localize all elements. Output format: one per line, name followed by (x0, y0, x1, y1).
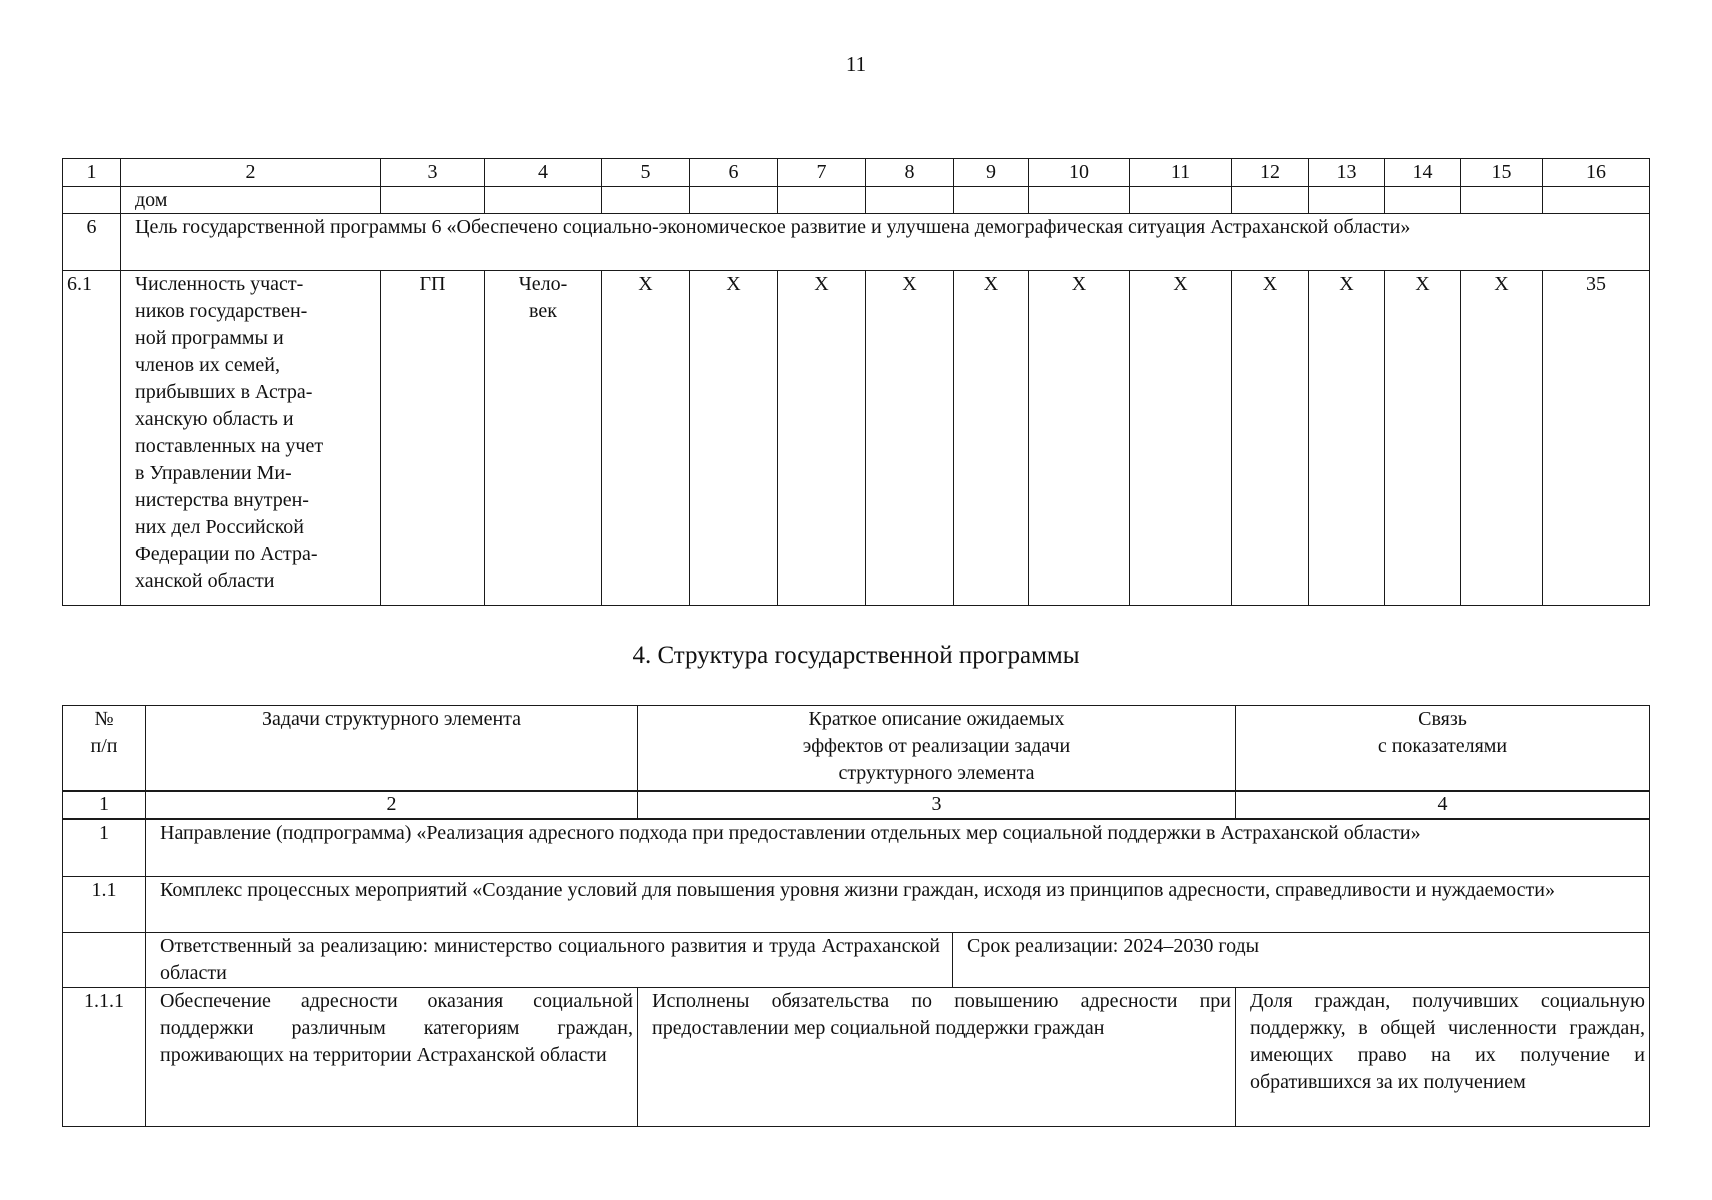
header-cell: 8 (866, 159, 954, 187)
indicator-value: X (778, 271, 866, 606)
indicator-value: X (1232, 271, 1309, 606)
goal-text: Цель государственной программы 6 «Обеспечено социально-экономическое развитие и улучшена демографическая ситуация Астраханской области» (121, 214, 1650, 271)
header-cell: 7 (778, 159, 866, 187)
indicator-name-line: в Управлении Ми- (135, 462, 292, 484)
responsible-row (63, 933, 1650, 988)
indicator-value: X (1385, 271, 1461, 606)
indicator-name-line: нистерства внутрен- (135, 489, 309, 511)
page-number: 11 (845, 52, 867, 76)
indicator-number: 6.1 (63, 271, 121, 606)
indicator-link-text: Доля граждан, получивших социальную поддержку, в общей численности граждан, имеющих право на их получение и обратившихся за их получением (1236, 988, 1650, 1127)
indicator-last-value: 35 (1543, 271, 1650, 606)
header-cell: 6 (690, 159, 778, 187)
column-number-row (63, 791, 1650, 819)
indicator-name-line: ханской области (135, 570, 275, 592)
responsible-text: Ответственный за реализацию: министерство социального развития и труда Астраханской области (160, 933, 953, 987)
indicator-value: X (1461, 271, 1543, 606)
indicator-name-line: ников государствен- (135, 300, 308, 322)
indicator-value: X (602, 271, 690, 606)
structure-table (62, 705, 1650, 1127)
goal-row (63, 214, 1650, 271)
continuation-row (63, 187, 1650, 214)
header-link: Связь с показателями (1236, 706, 1650, 792)
column-number: 3 (638, 791, 1236, 819)
header-cell: 5 (602, 159, 690, 187)
complex-row (63, 877, 1650, 933)
indicator-name-line: Федерации по Астра- (135, 543, 318, 565)
header-effects: Краткое описание ожидаемых эффектов от реализации задачи структурного элемента (638, 706, 1236, 792)
complex-number: 1.1 (63, 877, 146, 933)
indicator-name-line: Численность участ- (135, 273, 304, 295)
indicator-value: X (1130, 271, 1232, 606)
indicator-unit: Чело- век (485, 271, 602, 606)
indicator-row (63, 271, 1650, 606)
direction-number: 1 (63, 819, 146, 877)
column-number: 2 (146, 791, 638, 819)
header-tasks: Задачи структурного элемента (146, 706, 638, 792)
goal-number: 6 (63, 214, 121, 271)
indicator-value: X (1029, 271, 1130, 606)
complex-text: Комплекс процессных мероприятий «Создание условий для повышения уровня жизни граждан, исходя из принципов адресности, справедливости и нуждаемости» (146, 877, 1650, 933)
column-number: 4 (1236, 791, 1650, 819)
header-cell: 15 (1461, 159, 1543, 187)
task-row (63, 988, 1650, 1127)
task-text: Обеспечение адресности оказания социальной поддержки различным категориям граждан, проживающих на территории Астраханской области (146, 988, 638, 1127)
task-number: 1.1.1 (63, 988, 146, 1127)
indicator-name-line: членов их семей, (135, 354, 280, 376)
header-cell: 16 (1543, 159, 1650, 187)
header-cell: 11 (1130, 159, 1232, 187)
indicator-value: X (1309, 271, 1385, 606)
indicator-name-line: них дел Российской (135, 516, 305, 538)
structure-header-row (63, 706, 1650, 792)
header-cell: 10 (1029, 159, 1130, 187)
indicator-name-line: ханскую область и (135, 408, 294, 430)
column-number: 1 (63, 791, 146, 819)
indicator-value: X (690, 271, 778, 606)
header-cell: 12 (1232, 159, 1309, 187)
indicator-name-line: ной программы и (135, 327, 284, 349)
indicator-value: X (866, 271, 954, 606)
header-cell: 14 (1385, 159, 1461, 187)
indicator-name-line: прибывших в Астра- (135, 381, 313, 403)
direction-row (63, 819, 1650, 877)
indicator-level: ГП (381, 271, 485, 606)
indicators-table (62, 158, 1650, 606)
column-number-row (63, 159, 1650, 187)
header-cell: 4 (485, 159, 602, 187)
continuation-text: дом (121, 187, 381, 214)
direction-text: Направление (подпрограмма) «Реализация адресного подхода при предоставлении отдельных мер социальной поддержки в Астраханской области» (146, 819, 1650, 877)
indicator-value: X (954, 271, 1029, 606)
term-text: Срок реализации: 2024–2030 годы (967, 935, 1260, 957)
header-cell: 2 (121, 159, 381, 187)
header-cell: 13 (1309, 159, 1385, 187)
header-cell: 3 (381, 159, 485, 187)
header-cell: 1 (63, 159, 121, 187)
header-number: № п/п (63, 706, 146, 792)
section-title: 4. Структура государственной программы (632, 642, 1080, 669)
header-cell: 9 (954, 159, 1029, 187)
indicator-name-line: поставленных на учет (135, 435, 324, 457)
effect-text: Исполнены обязательства по повышению адресности при предоставлении мер социальной поддержки граждан (638, 988, 1236, 1127)
indicator-name (121, 271, 381, 606)
